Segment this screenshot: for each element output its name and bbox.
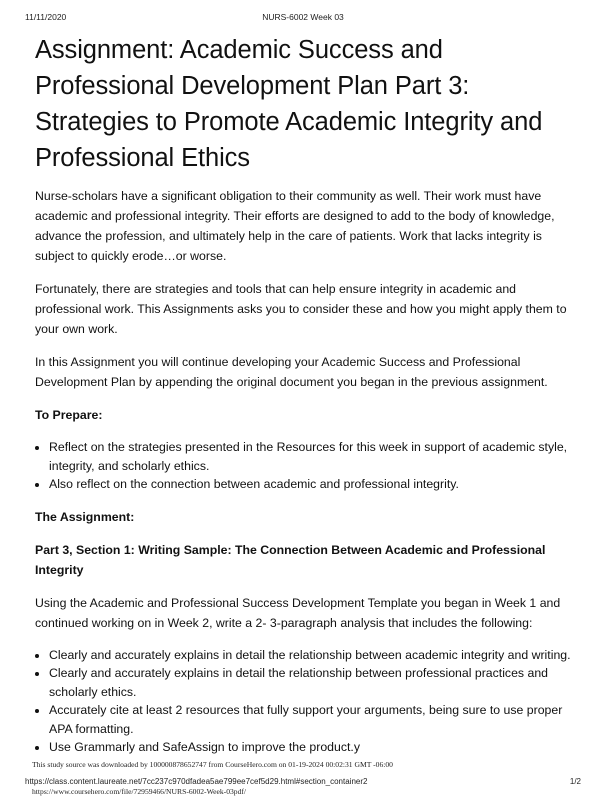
page-number: 1/2	[569, 777, 581, 786]
intro-paragraph-1: Nurse-scholars have a significant obligation to their community as well. Their work must have academic and professional integrity. Their efforts are designed to add to the body of knowledge, advance the profession, and ultimately help in the care of patients. Work that lacks integrity is subject to quickly erode…or worse.	[35, 189, 555, 263]
document-body	[35, 32, 573, 770]
prepare-heading: To Prepare:	[35, 408, 103, 422]
footer-url-link[interactable]: https://class.content.laureate.net/7cc237c970dfadea5ae799ee7cef5d29.html#section_container2	[25, 777, 368, 786]
section-heading: Part 3, Section 1: Writing Sample: The Connection Between Academic and Professional Integrity	[35, 542, 546, 577]
intro-paragraph-3: In this Assignment you will continue developing your Academic Success and Professional Development Plan by appending the original document you began in the previous assignment.	[35, 355, 548, 389]
intro-paragraph-2: Fortunately, there are strategies and tools that can help ensure integrity in academic and professional work. This Assignments asks you to consider these and how you might apply them to your own work.	[35, 282, 567, 336]
list-item: • Accurately cite at least 2 resources that fully support your arguments, being sure to use proper APA formatting.	[49, 701, 573, 738]
download-notice: This study source was downloaded by 100000878652747 from CourseHero.com on 01-19-2024 00:02:31 GMT -06:00	[32, 760, 393, 769]
list-item: • Also reflect on the connection between academic and professional integrity.	[49, 475, 573, 494]
print-date: 11/11/2020	[25, 12, 67, 22]
assignment-heading: The Assignment:	[35, 509, 135, 524]
list-item: • Reflect on the strategies presented in the Resources for this week in support of academic style, integrity, and scholarly ethics.	[49, 438, 573, 475]
section-list	[35, 646, 573, 757]
course-title: NURS-6002 Week 03	[262, 12, 344, 22]
page-title: Assignment: Academic Success and Professional Development Plan Part 3: Strategies to Promote Academic Integrity and Professional Ethics	[35, 36, 543, 172]
coursehero-url-link[interactable]: https://www.coursehero.com/file/72959466/NURS-6002-Week-03pdf/	[32, 787, 247, 796]
prepare-list	[35, 438, 573, 494]
list-item: • Use Grammarly and SafeAssign to improve the product.y	[49, 738, 573, 757]
list-item: • Clearly and accurately explains in detail the relationship between academic integrity and writing.	[49, 646, 573, 665]
list-item: • Clearly and accurately explains in detail the relationship between professional practices and scholarly ethics.	[49, 664, 573, 701]
section-intro: Using the Academic and Professional Success Development Template you began in Week 1 and continued working on in Week 2, write a 2- 3-paragraph analysis that includes the following:	[35, 595, 561, 630]
